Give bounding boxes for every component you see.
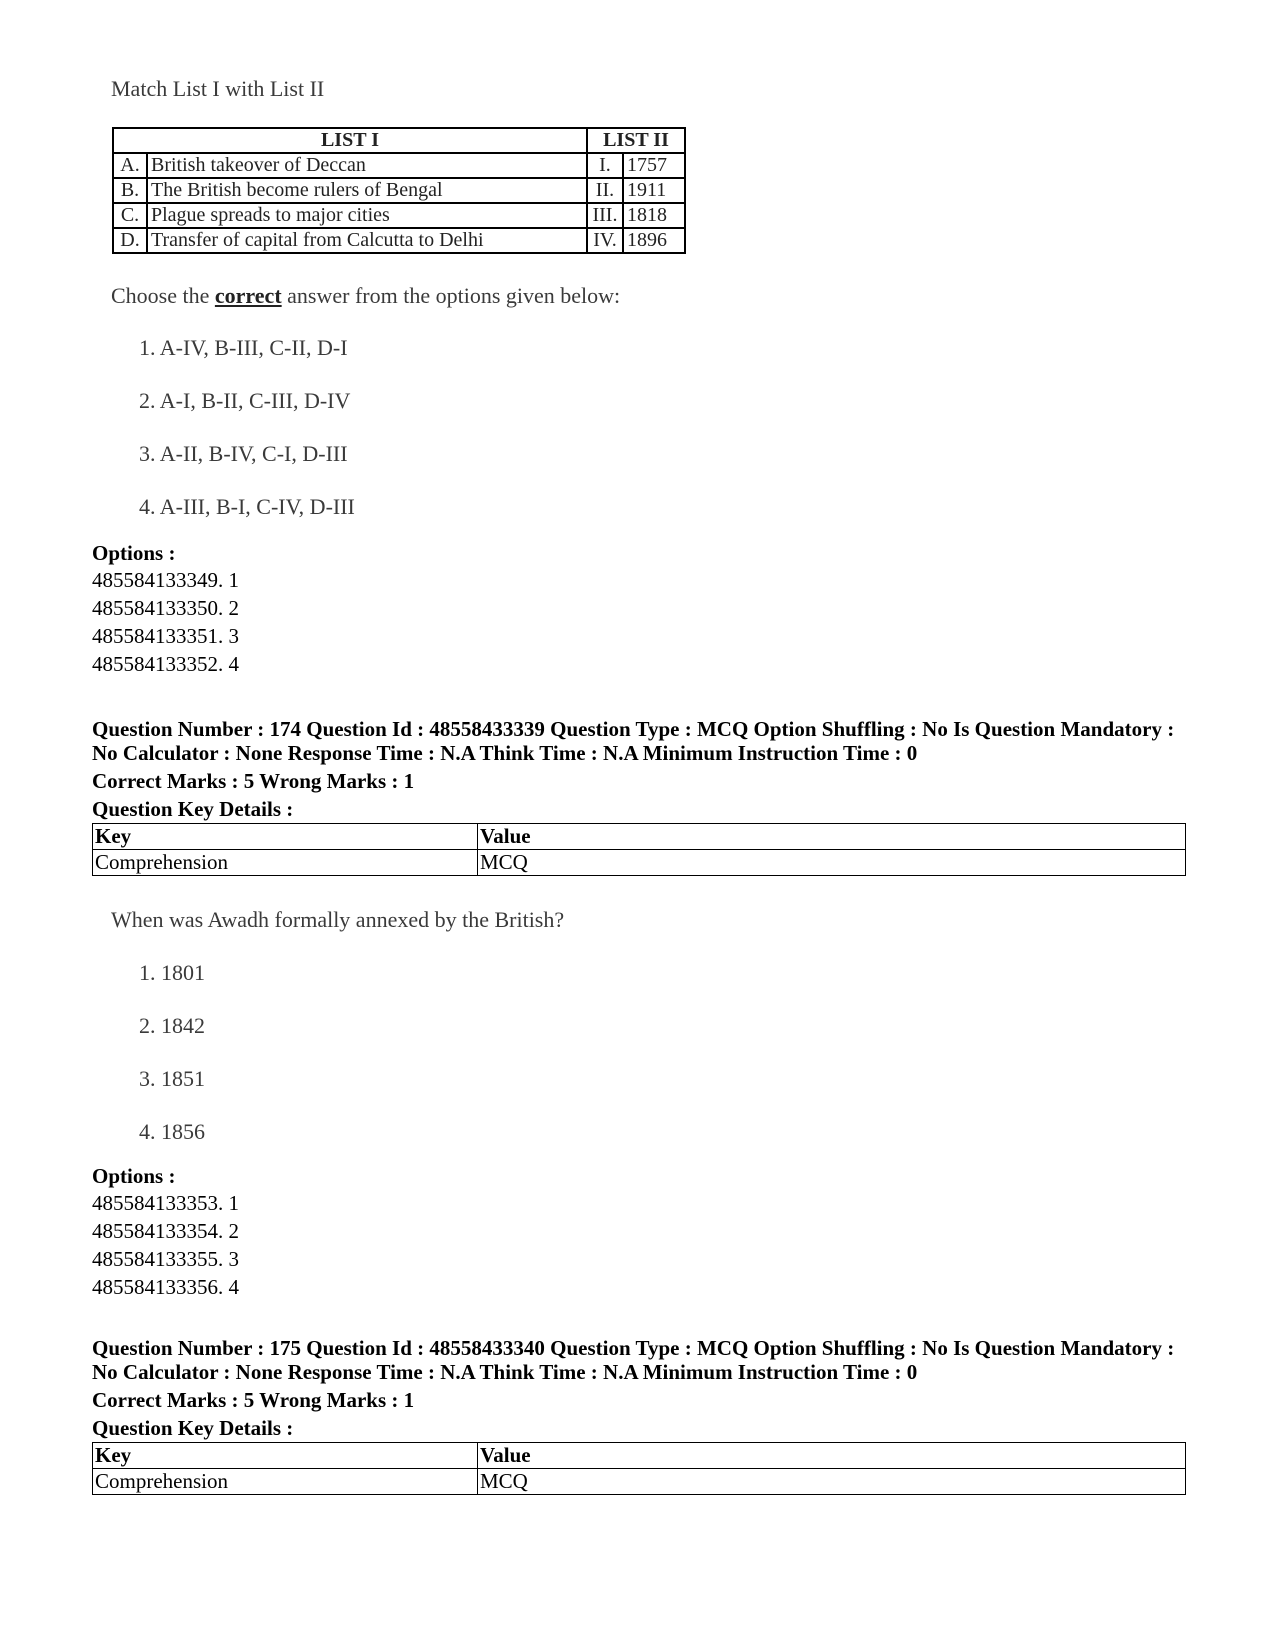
row-label: B. — [113, 178, 147, 203]
table-row — [93, 850, 1186, 876]
table-row — [113, 178, 685, 203]
table-row — [93, 824, 1186, 850]
list-two-item: 1757 — [623, 153, 685, 178]
row-label: C. — [113, 203, 147, 228]
options-heading: Options : — [92, 1164, 176, 1188]
table-row — [113, 153, 685, 178]
list-two-item: 1896 — [623, 228, 685, 253]
row-numeral: II. — [587, 178, 623, 203]
key-value-table — [92, 1442, 1186, 1495]
marks-line: Correct Marks : 5 Wrong Marks : 1 — [92, 769, 415, 793]
choice-item: 3. 1851 — [139, 1066, 205, 1091]
choice-item: 2. A-I, B-II, C-III, D-IV — [139, 388, 351, 413]
choice-item: 4. 1856 — [139, 1119, 205, 1144]
value-cell: MCQ — [478, 850, 1186, 876]
choice-item: 2. 1842 — [139, 1013, 205, 1038]
question-text: When was Awadh formally annexed by the British? — [111, 907, 565, 932]
key-header: Key — [93, 1443, 478, 1469]
list-one-item: Transfer of capital from Calcutta to Delhi — [147, 228, 587, 253]
option-item: 485584133349. 1 — [92, 568, 239, 592]
prompt-emphasis: correct — [214, 283, 282, 308]
value-cell: MCQ — [478, 1469, 1186, 1495]
match-table-header — [113, 128, 685, 153]
list-one-item: Plague spreads to major cities — [147, 203, 587, 228]
row-numeral: I. — [587, 153, 623, 178]
prompt-text: Choose the — [111, 283, 215, 308]
list-one-item: British takeover of Deccan — [147, 153, 587, 178]
row-numeral: IV. — [587, 228, 623, 253]
value-header: Value — [478, 824, 1186, 850]
option-item: 485584133351. 3 — [92, 624, 239, 648]
choice-item: 3. A-II, B-IV, C-I, D-III — [139, 441, 348, 466]
prompt-text: answer from the options given below: — [281, 283, 621, 308]
option-item: 485584133356. 4 — [92, 1275, 239, 1299]
row-label: D. — [113, 228, 147, 253]
question-meta: No Calculator : None Response Time : N.A Think Time : N.A Minimum Instruction Time : 0 — [92, 741, 918, 765]
row-label: A. — [113, 153, 147, 178]
match-table — [112, 127, 686, 254]
key-value-table — [92, 823, 1186, 876]
table-row — [93, 1443, 1186, 1469]
question-meta: No Calculator : None Response Time : N.A Think Time : N.A Minimum Instruction Time : 0 — [92, 1360, 918, 1384]
option-item: 485584133350. 2 — [92, 596, 239, 620]
key-details-heading: Question Key Details : — [92, 1416, 294, 1440]
list-two-item: 1818 — [623, 203, 685, 228]
question-meta: Question Number : 174 Question Id : 48558433339 Question Type : MCQ Option Shuffling : No Is Question Mandatory : — [92, 717, 1175, 741]
marks-line: Correct Marks : 5 Wrong Marks : 1 — [92, 1388, 415, 1412]
choice-item: 1. 1801 — [139, 960, 205, 985]
option-item: 485584133353. 1 — [92, 1191, 239, 1215]
options-heading: Options : — [92, 541, 176, 565]
list-one-item: The British become rulers of Bengal — [147, 178, 587, 203]
option-item: 485584133355. 3 — [92, 1247, 239, 1271]
list-two-header: LIST II — [587, 128, 685, 153]
key-cell: Comprehension — [93, 1469, 478, 1495]
key-header: Key — [93, 824, 478, 850]
choice-item: 1. A-IV, B-III, C-II, D-I — [139, 335, 348, 360]
table-row — [93, 1469, 1186, 1495]
value-header: Value — [478, 1443, 1186, 1469]
question-meta: Question Number : 175 Question Id : 48558433340 Question Type : MCQ Option Shuffling : No Is Question Mandatory : — [92, 1336, 1175, 1360]
choice-item: 4. A-III, B-I, C-IV, D-III — [139, 494, 355, 519]
option-item: 485584133352. 4 — [92, 652, 239, 676]
key-details-heading: Question Key Details : — [92, 797, 294, 821]
option-item: 485584133354. 2 — [92, 1219, 239, 1243]
list-two-item: 1911 — [623, 178, 685, 203]
table-row — [113, 203, 685, 228]
row-numeral: III. — [587, 203, 623, 228]
answer-prompt — [111, 283, 620, 309]
list-one-header: LIST I — [113, 128, 587, 153]
key-cell: Comprehension — [93, 850, 478, 876]
table-row — [113, 228, 685, 253]
match-intro: Match List I with List II — [111, 76, 325, 101]
